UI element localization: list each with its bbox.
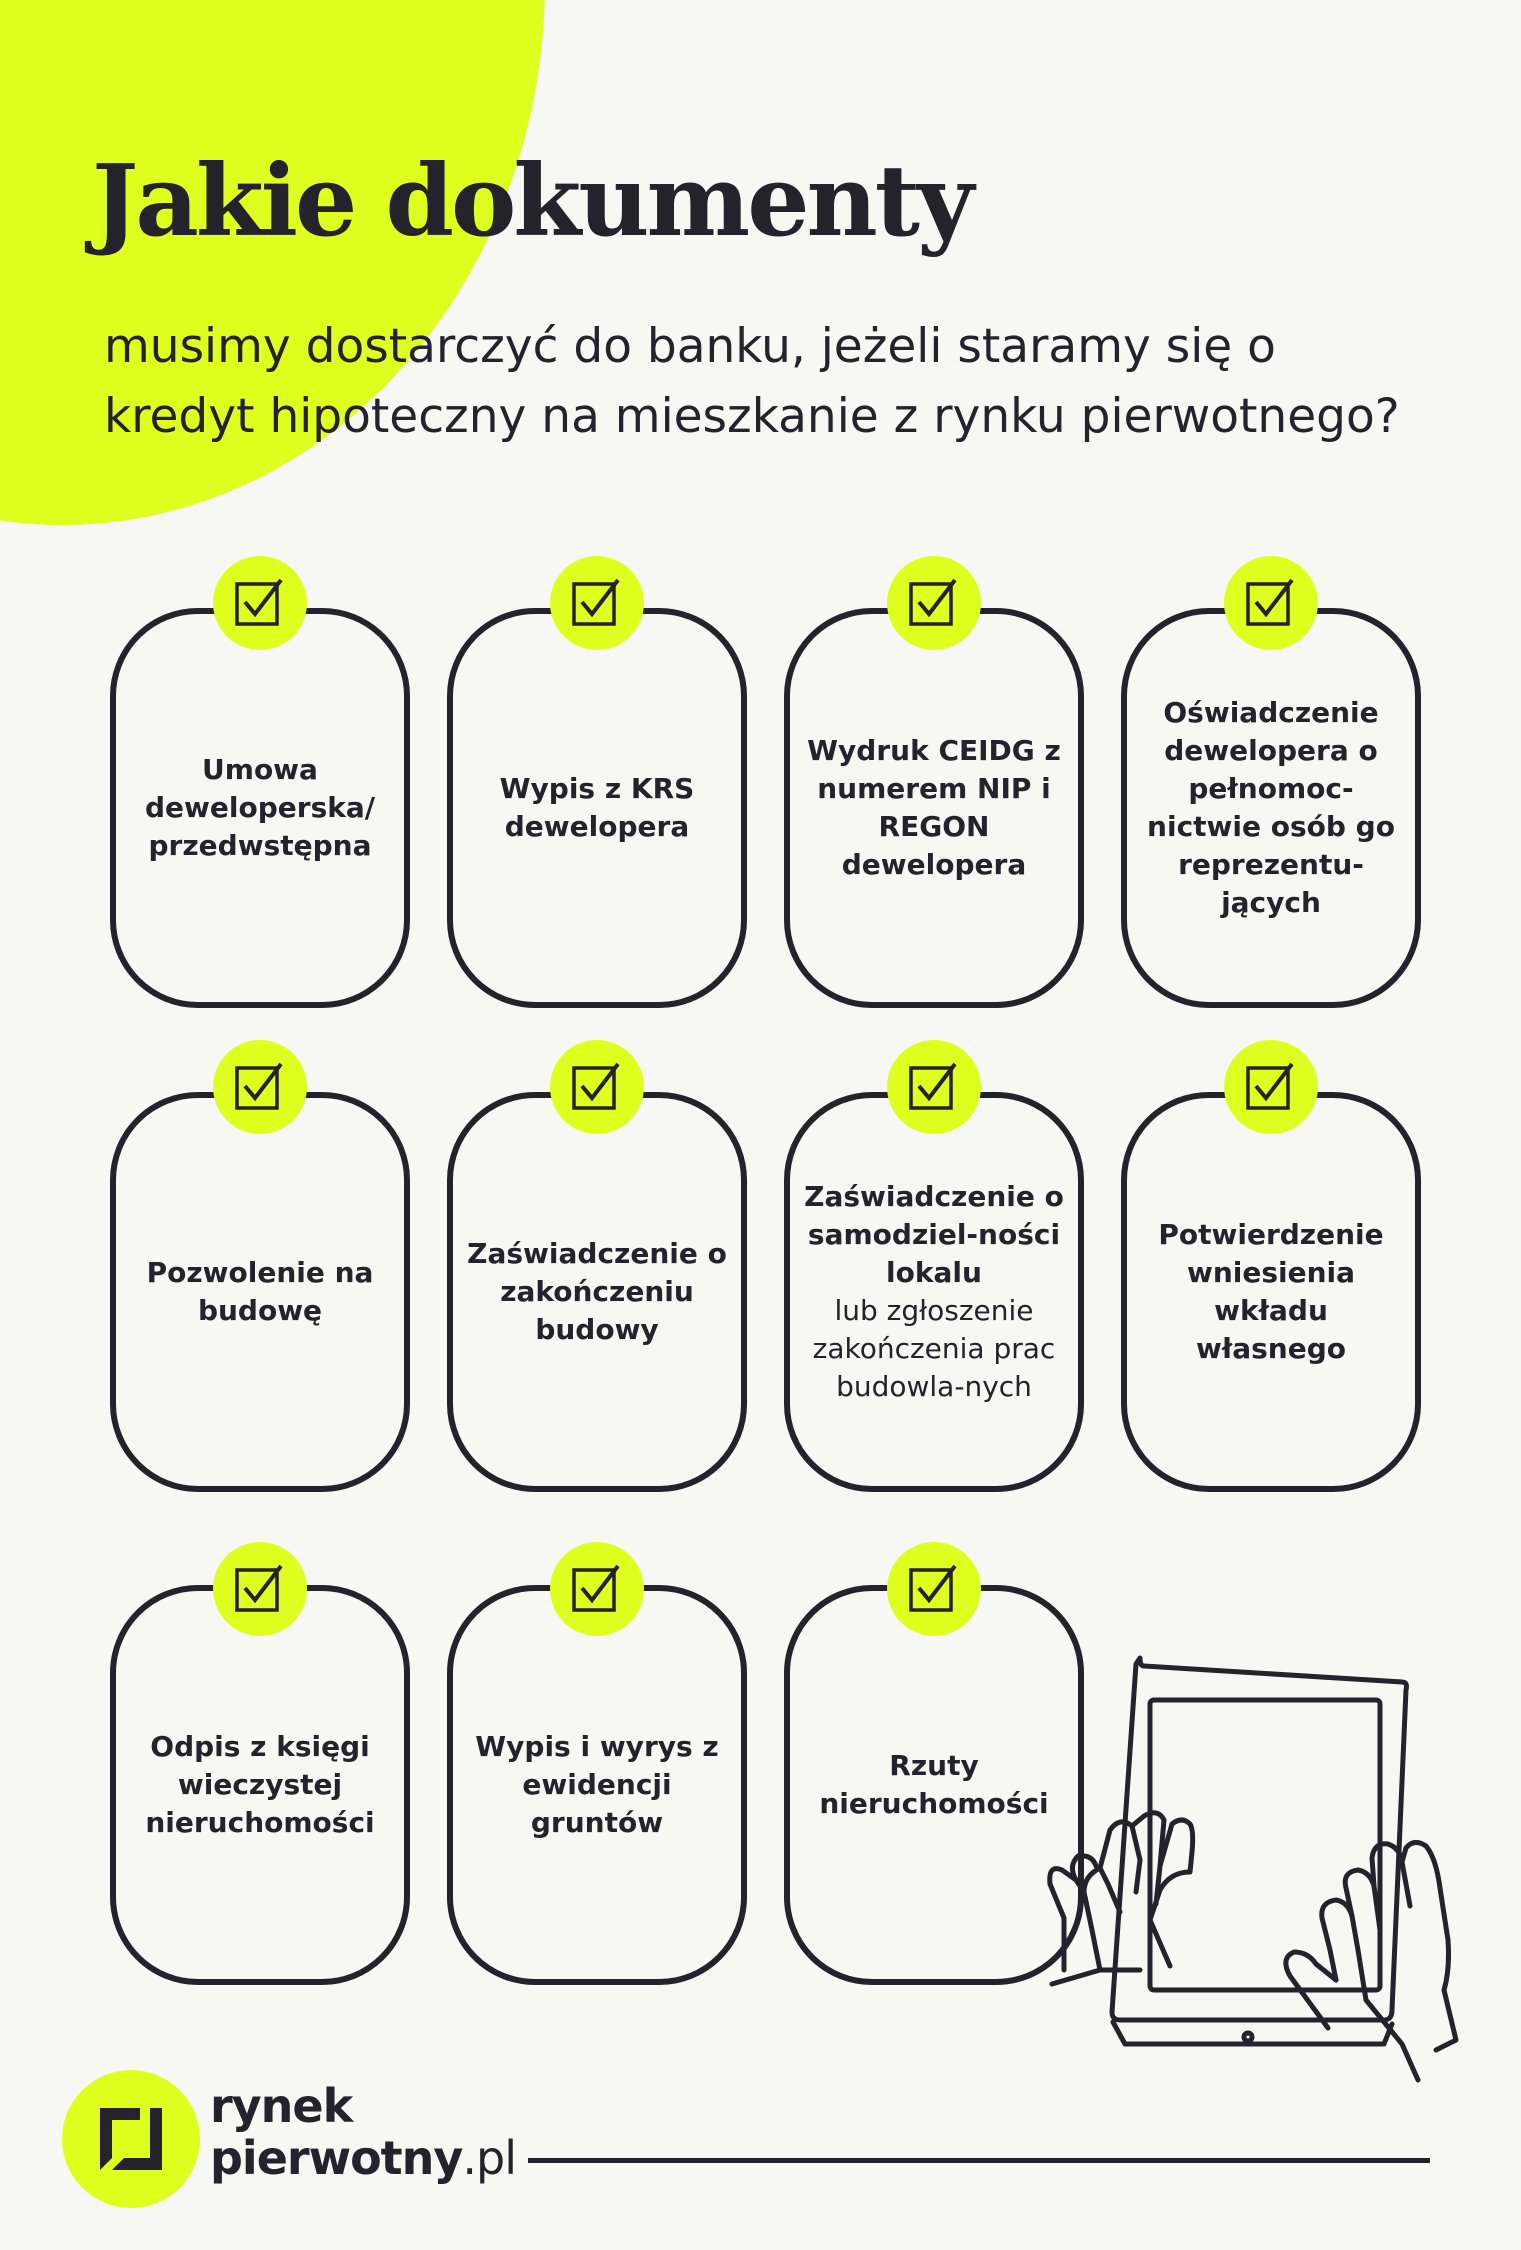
checkbox-icon <box>1224 556 1318 650</box>
checkbox-icon <box>550 1040 644 1134</box>
document-card <box>447 1585 747 1985</box>
checkbox-icon <box>213 1542 307 1636</box>
logo-wordmark <box>210 2080 516 2184</box>
page-title: Jakie dokumenty <box>92 144 972 259</box>
document-card <box>447 608 747 1008</box>
checkbox-icon <box>550 556 644 650</box>
logo-mark <box>62 2070 200 2208</box>
document-card <box>784 1585 1084 1985</box>
page-subtitle: musimy dostarczyć do banku, jeżeli staramy się o kredyt hipoteczny na mieszkanie z rynku pierwotnego? <box>104 319 1400 444</box>
checkbox-icon <box>1224 1040 1318 1134</box>
footer-divider <box>528 2158 1430 2163</box>
document-note: lub zgłoszenie zakończenia prac budowla-nych <box>812 1294 1056 1403</box>
document-card <box>1121 608 1421 1008</box>
document-card <box>110 1092 410 1492</box>
document-label: Pozwolenie na budowę <box>146 1256 374 1327</box>
document-card <box>784 608 1084 1008</box>
logo-line2: pierwotny <box>210 2131 463 2185</box>
document-label: Umowa deweloperska/ przedwstępna <box>145 753 375 862</box>
document-label: Rzuty nieruchomości <box>819 1749 1049 1820</box>
checkbox-icon <box>887 1040 981 1134</box>
document-card <box>1121 1092 1421 1492</box>
document-label: Potwierdzenie wniesienia wkładu własnego <box>1158 1218 1384 1365</box>
document-label: Wydruk CEIDG z numerem NIP i REGON dewelopera <box>807 734 1061 881</box>
document-label: Wypis i wyrys z ewidencji gruntów <box>475 1730 719 1839</box>
document-card <box>447 1092 747 1492</box>
logo-domain: .pl <box>462 2131 517 2185</box>
document-label: Odpis z księgi wieczystej nieruchomości <box>145 1730 375 1839</box>
document-card <box>110 1585 410 1985</box>
document-label: Wypis z KRS dewelopera <box>499 772 695 843</box>
logo-line1: rynek <box>210 2079 353 2133</box>
document-label: Zaświadczenie o samodziel-ności lokalu <box>804 1180 1064 1289</box>
document-label: Zaświadczenie o zakończeniu budowy <box>467 1237 727 1346</box>
checkbox-icon <box>887 1542 981 1636</box>
document-card <box>784 1092 1084 1492</box>
checkbox-icon <box>213 1040 307 1134</box>
checkbox-icon <box>213 556 307 650</box>
tablet-hands-illustration <box>1040 1640 1480 2100</box>
checkbox-icon <box>550 1542 644 1636</box>
checkbox-icon <box>887 556 981 650</box>
document-label: Oświadczenie dewelopera o pełnomoc-nictwie osób go reprezentu-jących <box>1147 696 1395 919</box>
document-card <box>110 608 410 1008</box>
